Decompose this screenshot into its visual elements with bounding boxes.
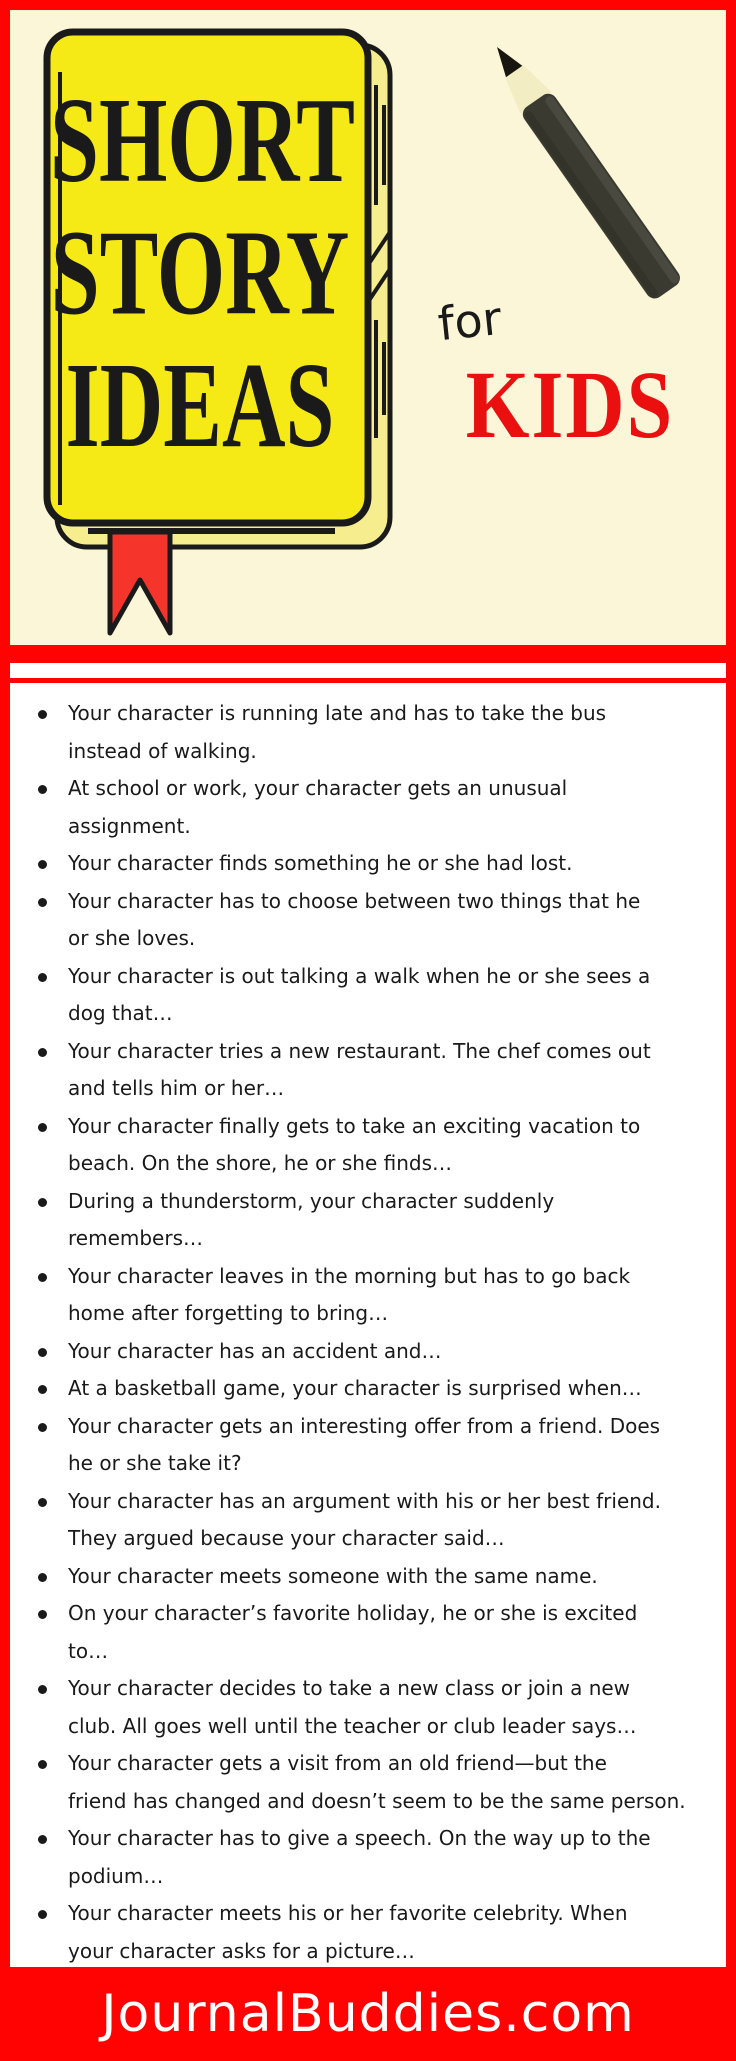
list-item-line: to… [68,1638,109,1663]
list-item-line: dog that… [68,1001,173,1025]
bullet-dot-icon [38,1610,47,1619]
list-item [38,695,726,770]
list-item [38,1370,726,1408]
bullet-dot-icon [38,1910,47,1919]
list-item-line: and tells him or her… [68,1076,285,1100]
list-item-line: Your character meets someone with the same name. [68,1563,598,1588]
list-item-line: At school or work, your character gets an unusual [68,776,568,800]
frame-border-top [0,0,736,10]
list-item-line: Your character is out talking a walk when he or she sees a [68,963,651,988]
bullet-dot-icon [38,1348,47,1357]
for-label: for [435,290,504,352]
list-item-line: friend has changed and doesn’t seem to be the same person. [68,1788,686,1813]
list-item [38,1258,726,1333]
bullet-dot-icon [38,1835,47,1844]
hero-panel [0,10,736,645]
list-item-line: Your character has to choose between two things that he [68,888,641,913]
story-ideas-panel [0,683,736,1967]
bullet-dot-icon [38,1273,47,1282]
list-item [38,1183,726,1258]
list-item-line: your character asks for a picture… [68,1938,415,1963]
list-item [38,883,726,958]
bullet-dot-icon [38,1385,47,1394]
list-item-line: club. All goes well until the teacher or club leader says… [68,1713,637,1738]
book-title-line: SHORT [50,74,355,209]
story-ideas-list [10,683,726,1967]
list-item-line: Your character meets his or her favorite celebrity. When [68,1901,628,1925]
list-item [38,1558,726,1596]
list-item-line: Your character gets an interesting offer from a friend. Does [68,1413,661,1438]
bullet-dot-icon [38,860,47,869]
bullet-dot-icon [38,1498,47,1507]
book-title-line: STORY [50,207,350,341]
list-item-line: podium… [68,1863,164,1888]
list-item [38,845,726,883]
list-item-line: remembers… [68,1226,203,1250]
bullet-dot-icon [38,1048,47,1057]
divider-thick [0,645,736,663]
bullet-dot-icon [38,1123,47,1132]
list-item-line: Your character decides to take a new class or join a new [68,1676,631,1700]
bullet-dot-icon [38,973,47,982]
bullet-dot-icon [38,1760,47,1769]
site-name: JournalBuddies.com [101,1984,635,2044]
list-item-line: instead of walking. [68,738,257,763]
list-item-line: Your character tries a new restaurant. The chef comes out [68,1038,651,1063]
list-item [38,770,726,845]
list-item-line: beach. On the shore, he or she finds… [68,1151,453,1175]
bullet-dot-icon [38,710,47,719]
bookmark-ribbon-icon [110,532,170,633]
list-item [38,1333,726,1371]
bullet-dot-icon [38,1685,47,1694]
list-item-line: They argued because your character said… [68,1526,505,1550]
list-item-line: Your character finds something he or she had lost. [68,851,573,875]
list-item-line: or she loves. [68,926,196,950]
list-item-line: Your character is running late and has to take the bus [68,701,607,725]
divider-gap [0,663,736,678]
list-item-line: Your character has an accident and… [68,1338,442,1363]
list-item-line: assignment. [68,813,191,838]
list-item-line: home after forgetting to bring… [68,1301,389,1325]
book-title-line: IDEAS [65,339,335,474]
bullet-dot-icon [38,1573,47,1582]
footer-bar [0,1967,736,2061]
list-item [38,1820,726,1895]
list-item [38,1483,726,1558]
list-item [38,1108,726,1183]
pencil-icon [481,36,683,302]
list-item [38,1895,726,1967]
list-item-line: Your character finally gets to take an exciting vacation to [68,1113,641,1138]
list-item [38,1745,726,1820]
list-item [38,1033,726,1108]
list-item-line: Your character gets a visit from an old friend—but the [68,1751,607,1775]
bullet-dot-icon [38,1423,47,1432]
list-item-line: Your character leaves in the morning but has to go back [68,1263,631,1288]
list-item-line: he or she take it? [68,1451,242,1475]
list-item-line: Your character has to give a speech. On the way up to the [68,1826,651,1850]
list-item [38,1595,726,1670]
bullet-dot-icon [38,1198,47,1207]
list-item-line: On your character’s favorite holiday, he or she is excited [68,1601,638,1625]
kids-label: KIDS [465,350,675,459]
list-item-line: At a basketball game, your character is surprised when… [68,1376,642,1400]
bullet-dot-icon [38,898,47,907]
list-item [38,1670,726,1745]
list-item-line: Your character has an argument with his or her best friend. [68,1488,661,1513]
list-item-line: During a thunderstorm, your character suddenly [68,1188,555,1213]
bullet-dot-icon [38,785,47,794]
book-title [50,74,355,474]
list-item [38,958,726,1033]
list-item [38,1408,726,1483]
